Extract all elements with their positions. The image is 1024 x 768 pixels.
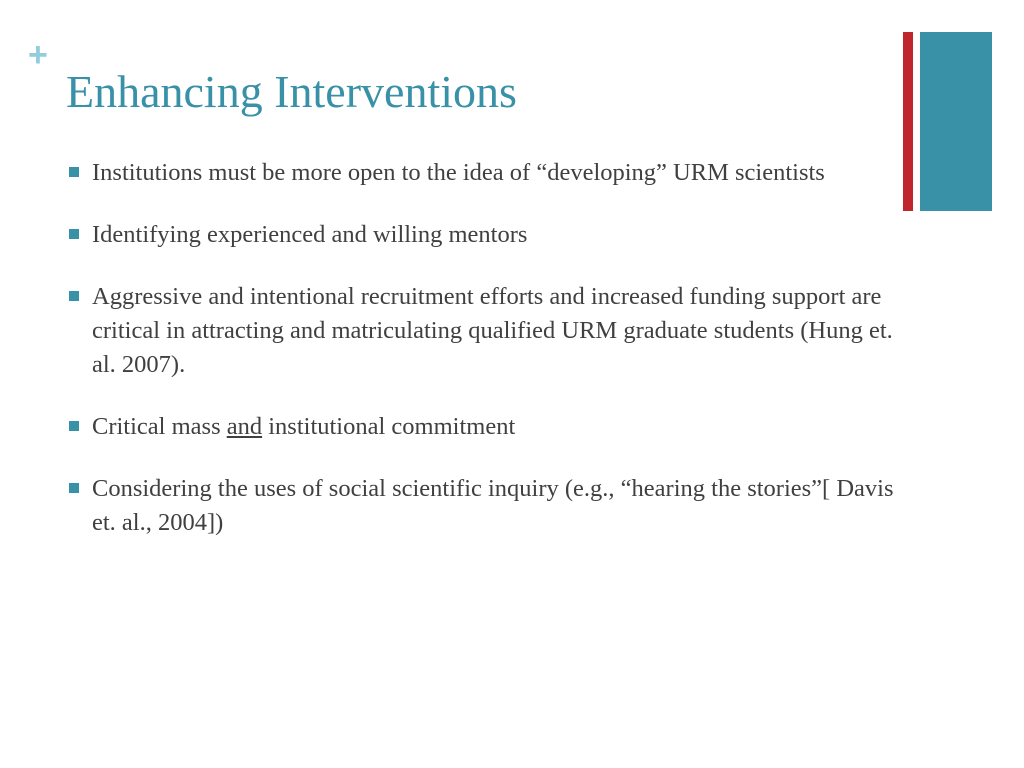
bullet-list (66, 156, 896, 568)
bullet-text: Institutions must be more open to the idea of “developing” URM scientists (92, 159, 825, 186)
bullet-text: Considering the uses of social scientific inquiry (e.g., “hearing the stories”[ Davis et. al., 2004]) (92, 475, 894, 536)
square-bullet-icon (69, 229, 79, 239)
underlined-word: and (226, 413, 263, 440)
bullet-item (66, 218, 896, 252)
bullet-text-part: Critical mass (92, 413, 227, 440)
teal-accent-block (920, 32, 992, 211)
square-bullet-icon (69, 291, 79, 301)
bullet-item (66, 156, 896, 190)
bullet-item (66, 280, 896, 382)
bullet-text: Aggressive and intentional recruitment efforts and increased funding support are critical in attracting and matriculating qualified URM graduate students (Hung et. al. 2007). (92, 283, 893, 378)
bullet-text: Identifying experienced and willing mentors (92, 221, 528, 248)
slide-title: Enhancing Interventions (66, 66, 517, 117)
square-bullet-icon (69, 167, 79, 177)
bullet-item (66, 410, 896, 444)
square-bullet-icon (69, 483, 79, 493)
bullet-text-part: institutional commitment (262, 413, 516, 440)
red-accent-bar (903, 32, 913, 211)
bullet-item (66, 472, 896, 540)
plus-icon: + (28, 36, 48, 74)
square-bullet-icon (69, 421, 79, 431)
